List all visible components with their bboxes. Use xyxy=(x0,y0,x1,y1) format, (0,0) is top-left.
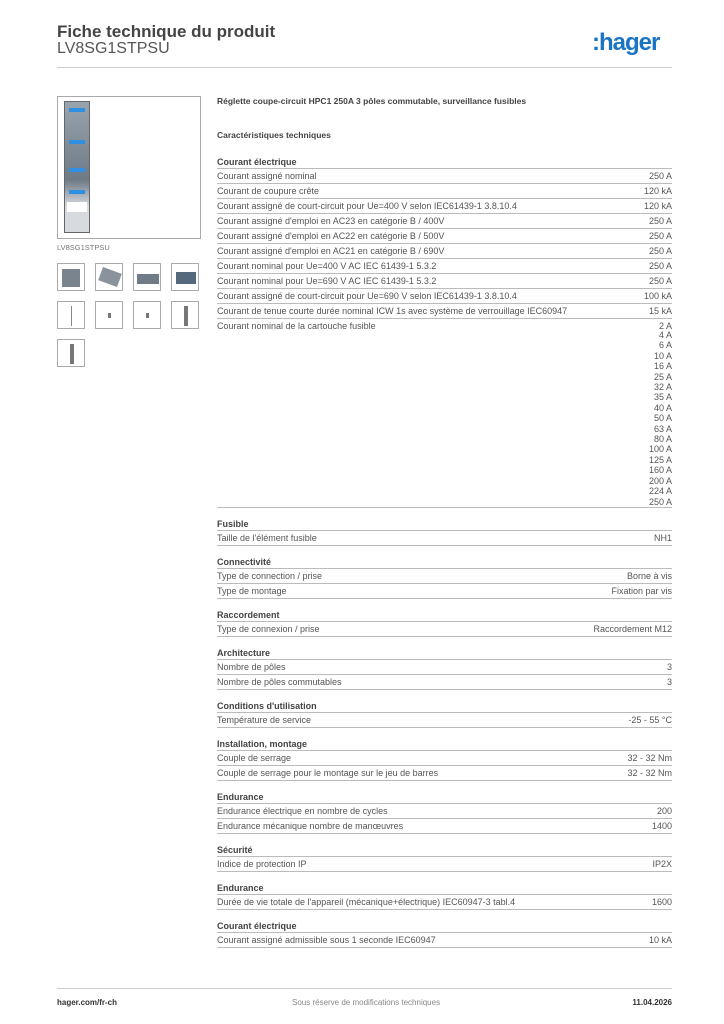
fuse-rail-image xyxy=(64,101,90,233)
spec-value: 15 kA xyxy=(648,306,672,316)
spec-value: 250 A xyxy=(648,171,672,181)
spec-label: Courant assigné d'emploi en AC21 en catégorie B / 690V xyxy=(217,246,445,256)
spec-row xyxy=(217,199,672,214)
spec-row xyxy=(217,766,672,781)
spec-value: -25 - 55 °C xyxy=(628,714,672,725)
footer-website[interactable]: hager.com/fr-ch xyxy=(57,998,118,1007)
thumbnail[interactable] xyxy=(57,301,85,329)
spec-label: Courant assigné nominal xyxy=(217,171,317,181)
spec-value: 200 A xyxy=(648,475,672,486)
spec-value: 16 A xyxy=(653,361,672,372)
spec-row xyxy=(217,622,672,637)
spec-value: 4 A xyxy=(658,330,672,340)
section-header: Conditions d'utilisation xyxy=(217,699,672,713)
spec-label: Courant nominal pour Ue=400 V AC IEC 61439-1 5.3.2 xyxy=(217,261,437,271)
spec-row xyxy=(217,660,672,675)
spec-value: 200 xyxy=(656,805,672,816)
spec-value: NH1 xyxy=(653,532,672,543)
spec-label: Type de montage xyxy=(217,585,287,596)
spec-row xyxy=(217,319,672,508)
spec-value: 250 A xyxy=(648,276,672,286)
spec-label: Durée de vie totale de l'appareil (mécanique+électrique) IEC60947-3 tabl.4 xyxy=(217,896,516,907)
spec-row xyxy=(217,244,672,259)
spec-row xyxy=(217,569,672,584)
spec-value: 25 A xyxy=(653,371,672,382)
spec-label: Nombre de pôles xyxy=(217,661,286,672)
spec-section xyxy=(217,790,672,834)
spec-row xyxy=(217,857,672,872)
spec-label: Courant nominal pour Ue=690 V AC IEC 61439-1 5.3.2 xyxy=(217,276,437,286)
spec-value: 50 A xyxy=(653,413,672,424)
spec-label: Indice de protection IP xyxy=(217,858,307,869)
spec-row xyxy=(217,895,672,910)
spec-value: 250 A xyxy=(648,246,672,256)
product-image[interactable] xyxy=(57,96,201,239)
thumbnail[interactable] xyxy=(95,263,123,291)
spec-value: 10 A xyxy=(653,350,672,361)
spec-row xyxy=(217,289,672,304)
spec-value: 35 A xyxy=(653,392,672,403)
spec-row xyxy=(217,169,672,184)
spec-value: 100 A xyxy=(648,444,672,455)
spec-value: 120 kA xyxy=(643,186,672,196)
spec-value: 250 A xyxy=(648,216,672,226)
spec-row xyxy=(217,259,672,274)
spec-label: Température de service xyxy=(217,714,312,725)
spec-value: 3 xyxy=(666,661,672,672)
spec-row xyxy=(217,933,672,948)
specs-table xyxy=(217,155,672,957)
spec-value: 32 - 32 Nm xyxy=(627,767,672,778)
spec-section xyxy=(217,555,672,599)
thumbnail[interactable] xyxy=(57,339,85,367)
spec-row xyxy=(217,184,672,199)
spec-section xyxy=(217,155,672,508)
footer-divider xyxy=(57,988,672,989)
spec-value: 80 A xyxy=(653,434,672,445)
thumbnail[interactable] xyxy=(95,301,123,329)
spec-row xyxy=(217,584,672,599)
spec-value: 224 A xyxy=(648,486,672,497)
spec-label: Courant nominal de la cartouche fusible xyxy=(217,321,376,331)
spec-value: 250 A xyxy=(648,261,672,271)
spec-section xyxy=(217,517,672,546)
spec-row xyxy=(217,819,672,834)
thumbnail[interactable] xyxy=(171,301,199,329)
spec-section xyxy=(217,646,672,690)
footer-date: 11.04.2026 xyxy=(632,998,672,1007)
spec-value: 32 A xyxy=(653,382,672,393)
spec-row xyxy=(217,531,672,546)
spec-row xyxy=(217,274,672,289)
spec-value: IP2X xyxy=(652,858,672,869)
spec-value: 32 - 32 Nm xyxy=(627,752,672,763)
spec-section xyxy=(217,881,672,910)
section-header: Endurance xyxy=(217,790,672,804)
spec-value: Raccordement M12 xyxy=(593,623,672,634)
footer-notice: Sous réserve de modifications techniques xyxy=(292,998,441,1007)
spec-value: 125 A xyxy=(648,454,672,465)
thumbnail[interactable] xyxy=(133,301,161,329)
spec-value: 63 A xyxy=(653,423,672,434)
spec-section xyxy=(217,737,672,781)
spec-label: Couple de serrage pour le montage sur le jeu de barres xyxy=(217,767,439,778)
spec-label: Courant assigné de court-circuit pour Ue=400 V selon IEC61439-1 3.8.10.4 xyxy=(217,201,517,211)
spec-label: Courant de coupure crête xyxy=(217,186,320,196)
spec-value: 3 xyxy=(666,676,672,687)
spec-label: Endurance électrique en nombre de cycles xyxy=(217,805,388,816)
spec-value: 2 A xyxy=(658,321,672,331)
spec-row xyxy=(217,229,672,244)
specs-title: Caractéristiques techniques xyxy=(217,130,331,140)
spec-label: Courant assigné d'emploi en AC23 en catégorie B / 400V xyxy=(217,216,445,226)
section-header: Fusible xyxy=(217,517,672,531)
spec-value: 1600 xyxy=(651,896,672,907)
product-description: Réglette coupe-circuit HPC1 250A 3 pôles commutable, surveillance fusibles xyxy=(217,96,527,106)
section-header: Endurance xyxy=(217,881,672,895)
image-caption: LV8SG1STPSU xyxy=(57,243,110,252)
spec-value: 1400 xyxy=(651,820,672,831)
header-divider xyxy=(57,67,672,68)
spec-section xyxy=(217,608,672,637)
spec-value: 250 A xyxy=(648,496,672,507)
spec-section xyxy=(217,919,672,948)
thumbnail[interactable] xyxy=(57,263,85,291)
spec-label: Nombre de pôles commutables xyxy=(217,676,342,687)
thumbnail[interactable] xyxy=(171,263,199,291)
hager-logo: :hager xyxy=(592,29,660,56)
section-header: Connectivité xyxy=(217,555,672,569)
spec-value: 250 A xyxy=(648,231,672,241)
spec-value: 120 kA xyxy=(643,201,672,211)
spec-label: Courant assigné de court-circuit pour Ue=690 V selon IEC61439-1 3.8.10.4 xyxy=(217,291,517,301)
spec-value: 160 A xyxy=(648,465,672,476)
spec-section xyxy=(217,699,672,728)
spec-label: Courant assigné admissible sous 1 seconde IEC60947 xyxy=(217,934,436,945)
spec-value: 10 kA xyxy=(648,934,672,945)
section-header: Sécurité xyxy=(217,843,672,857)
spec-label: Taille de l'élément fusible xyxy=(217,532,317,543)
section-header: Courant électrique xyxy=(217,919,672,933)
spec-row xyxy=(217,713,672,728)
thumbnail[interactable] xyxy=(133,263,161,291)
spec-value: 40 A xyxy=(653,402,672,413)
spec-value: Fixation par vis xyxy=(611,585,672,596)
spec-label: Endurance mécanique nombre de manœuvres xyxy=(217,820,404,831)
spec-row xyxy=(217,675,672,690)
section-header: Courant électrique xyxy=(217,155,672,169)
spec-value: 6 A xyxy=(658,340,672,351)
section-header: Installation, montage xyxy=(217,737,672,751)
spec-label: Couple de serrage xyxy=(217,752,292,763)
spec-label: Type de connection / prise xyxy=(217,570,323,581)
spec-row xyxy=(217,304,672,319)
spec-label: Courant de tenue courte durée nominal ICW 1s avec système de verrouillage IEC60947 xyxy=(217,306,568,316)
spec-section xyxy=(217,843,672,872)
spec-value: 100 kA xyxy=(643,291,672,301)
section-header: Architecture xyxy=(217,646,672,660)
spec-row xyxy=(217,751,672,766)
section-header: Raccordement xyxy=(217,608,672,622)
spec-row xyxy=(217,804,672,819)
spec-value: Borne à vis xyxy=(626,570,672,581)
spec-label: Type de connexion / prise xyxy=(217,623,320,634)
spec-row xyxy=(217,214,672,229)
spec-label: Courant assigné d'emploi en AC22 en catégorie B / 500V xyxy=(217,231,445,241)
product-reference: LV8SG1STPSU xyxy=(57,40,170,57)
spec-values xyxy=(649,319,672,507)
page-title: Fiche technique du produit xyxy=(57,22,276,41)
